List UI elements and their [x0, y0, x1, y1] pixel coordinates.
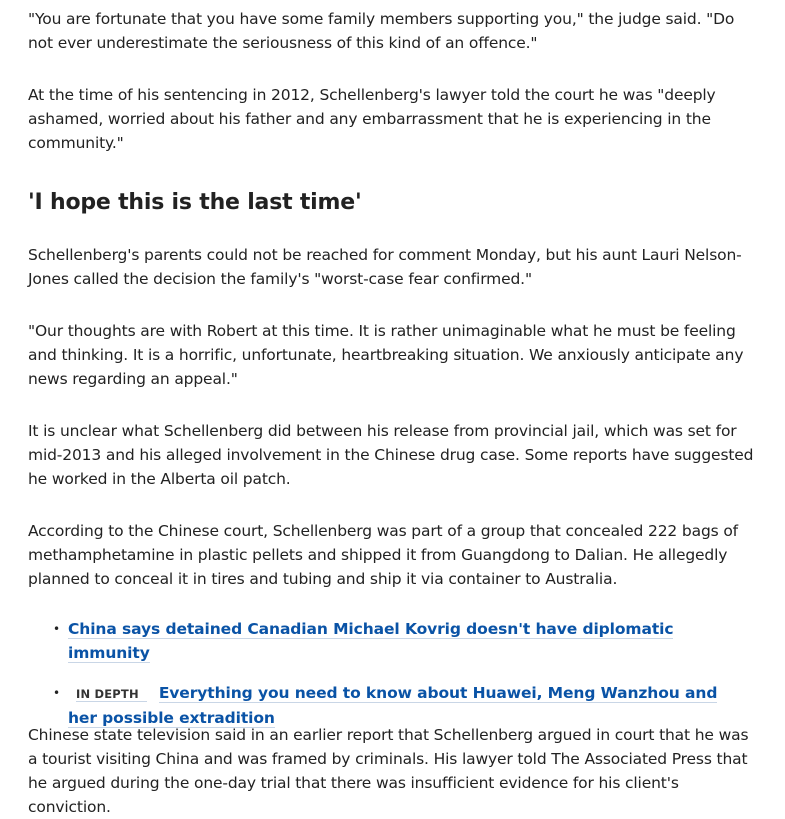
in-depth-tag: IN DEPTH	[76, 687, 147, 702]
article-paragraph: Chinese state television said in an earlier report that Schellenberg argued in court that he was a tourist visiting China and was framed by criminals. His lawyer told The Associated Press that he argued during the one-day trial that there was insufficient evidence for his client's conviction.	[28, 726, 749, 816]
related-link-kovrig[interactable]: China says detained Canadian Michael Kovrig doesn't have diplomatic immunity	[68, 620, 674, 662]
article-paragraph: According to the Chinese court, Schellenberg was part of a group that concealed 222 bags of methamphetamine in plastic pellets and shipped it from Guangdong to Dalian. He allegedly planned to conceal it in tires and tubing and ship it via container to Australia.	[28, 522, 738, 588]
section-heading: 'I hope this is the last time'	[28, 190, 362, 215]
article-paragraph: At the time of his sentencing in 2012, Schellenberg's lawyer told the court he was "deeply ashamed, worried about his father and any embarrassment that he is experiencing in the community."	[28, 86, 716, 152]
article-paragraph: It is unclear what Schellenberg did between his release from provincial jail, which was set for mid-2013 and his alleged involvement in the Chinese drug case. Some reports have suggested he worked in the Alberta oil patch.	[28, 422, 754, 488]
related-links-list	[28, 617, 728, 730]
bullet-icon: •	[53, 622, 61, 636]
article-paragraph: "You are fortunate that you have some family members supporting you," the judge said. "Do not ever underestimate the seriousness of this kind of an offence."	[28, 10, 735, 52]
related-link-item	[28, 617, 728, 665]
article-paragraph: Schellenberg's parents could not be reached for comment Monday, but his aunt Lauri Nelson-Jones called the decision the family's "worst-case fear confirmed."	[28, 246, 742, 288]
related-link-huawei[interactable]: Everything you need to know about Huawei, Meng Wanzhou and her possible extradition	[68, 684, 718, 727]
bullet-icon: •	[53, 686, 61, 700]
article-paragraph: "Our thoughts are with Robert at this time. It is rather unimaginable what he must be feeling and thinking. It is a horrific, unfortunate, heartbreaking situation. We anxiously anticipate any news regarding an appeal."	[28, 322, 744, 388]
